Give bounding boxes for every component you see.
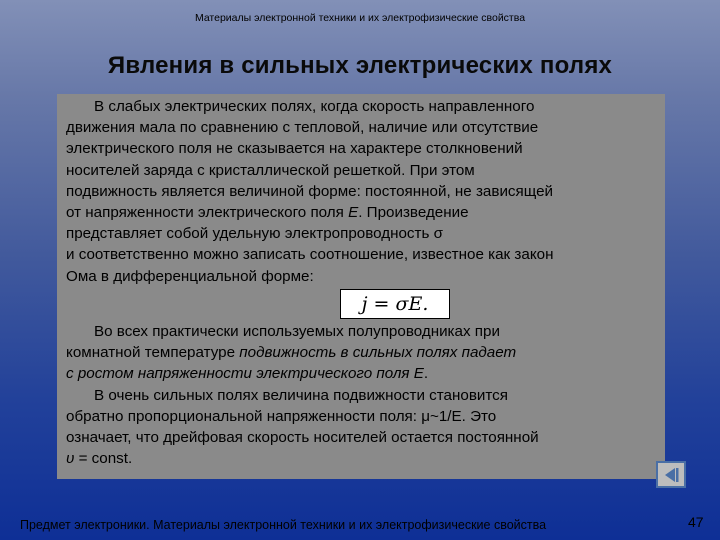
text-line: подвижность является величиной форме: постоянной, не зависящей bbox=[66, 182, 554, 200]
text-line: обратно пропорциональной напряженности поля: μ~1/E. Это bbox=[66, 407, 497, 425]
text-line: . bbox=[423, 365, 429, 383]
text-line: В очень сильных полях величина подвижности становится bbox=[94, 386, 508, 404]
slide-header: Материалы электронной техники и их электрофизические свойства bbox=[194, 12, 526, 24]
text-line: от напряженности электрического поля bbox=[66, 204, 349, 222]
text-line: представляет собой удельную электропроводность σ bbox=[66, 225, 443, 243]
paragraph-strong-fields bbox=[66, 321, 666, 469]
symbol-upsilon: υ bbox=[66, 450, 75, 468]
text-line: Во всех практически используемых полупроводниках при bbox=[94, 323, 500, 340]
text-line: комнатной температуре bbox=[66, 344, 240, 362]
page-number: 47 bbox=[688, 514, 704, 530]
text-line: носителей заряда с кристаллической решеткой. При этом bbox=[66, 161, 475, 179]
italic-text: с ростом напряженности электрического поля bbox=[66, 365, 414, 383]
text-line: . Произведение bbox=[358, 204, 469, 222]
skip-to-start-icon bbox=[661, 466, 681, 484]
symbol-e: E bbox=[348, 204, 359, 222]
paragraph-weak-fields bbox=[66, 96, 666, 287]
ohm-law-formula bbox=[340, 289, 450, 319]
formula-text: j = σE. bbox=[361, 293, 429, 315]
text-line: и соответственно можно записать соотношение, известное как закон bbox=[66, 246, 554, 264]
footer-text: Предмет электроники. Материалы электронной техники и их электрофизические свойства bbox=[20, 518, 547, 532]
symbol-e: E bbox=[413, 365, 424, 383]
go-to-first-slide-button[interactable] bbox=[656, 461, 686, 488]
slide-title: Явления в сильных электрических полях bbox=[107, 52, 613, 79]
text-line: движения мала по сравнению с тепловой, наличие или отсутствие bbox=[66, 119, 539, 137]
text-line: Ома в дифференциальной форме: bbox=[66, 267, 314, 285]
text-line: электрического поля не сказывается на характере столкновений bbox=[66, 140, 523, 158]
text-line: означает, что дрейфовая скорость носителей остается постоянной bbox=[66, 429, 539, 447]
italic-text: подвижность в сильных полях падает bbox=[239, 344, 517, 362]
text-line: = const. bbox=[74, 450, 133, 468]
text-line: В слабых электрических полях, когда скорость направленного bbox=[94, 98, 535, 115]
